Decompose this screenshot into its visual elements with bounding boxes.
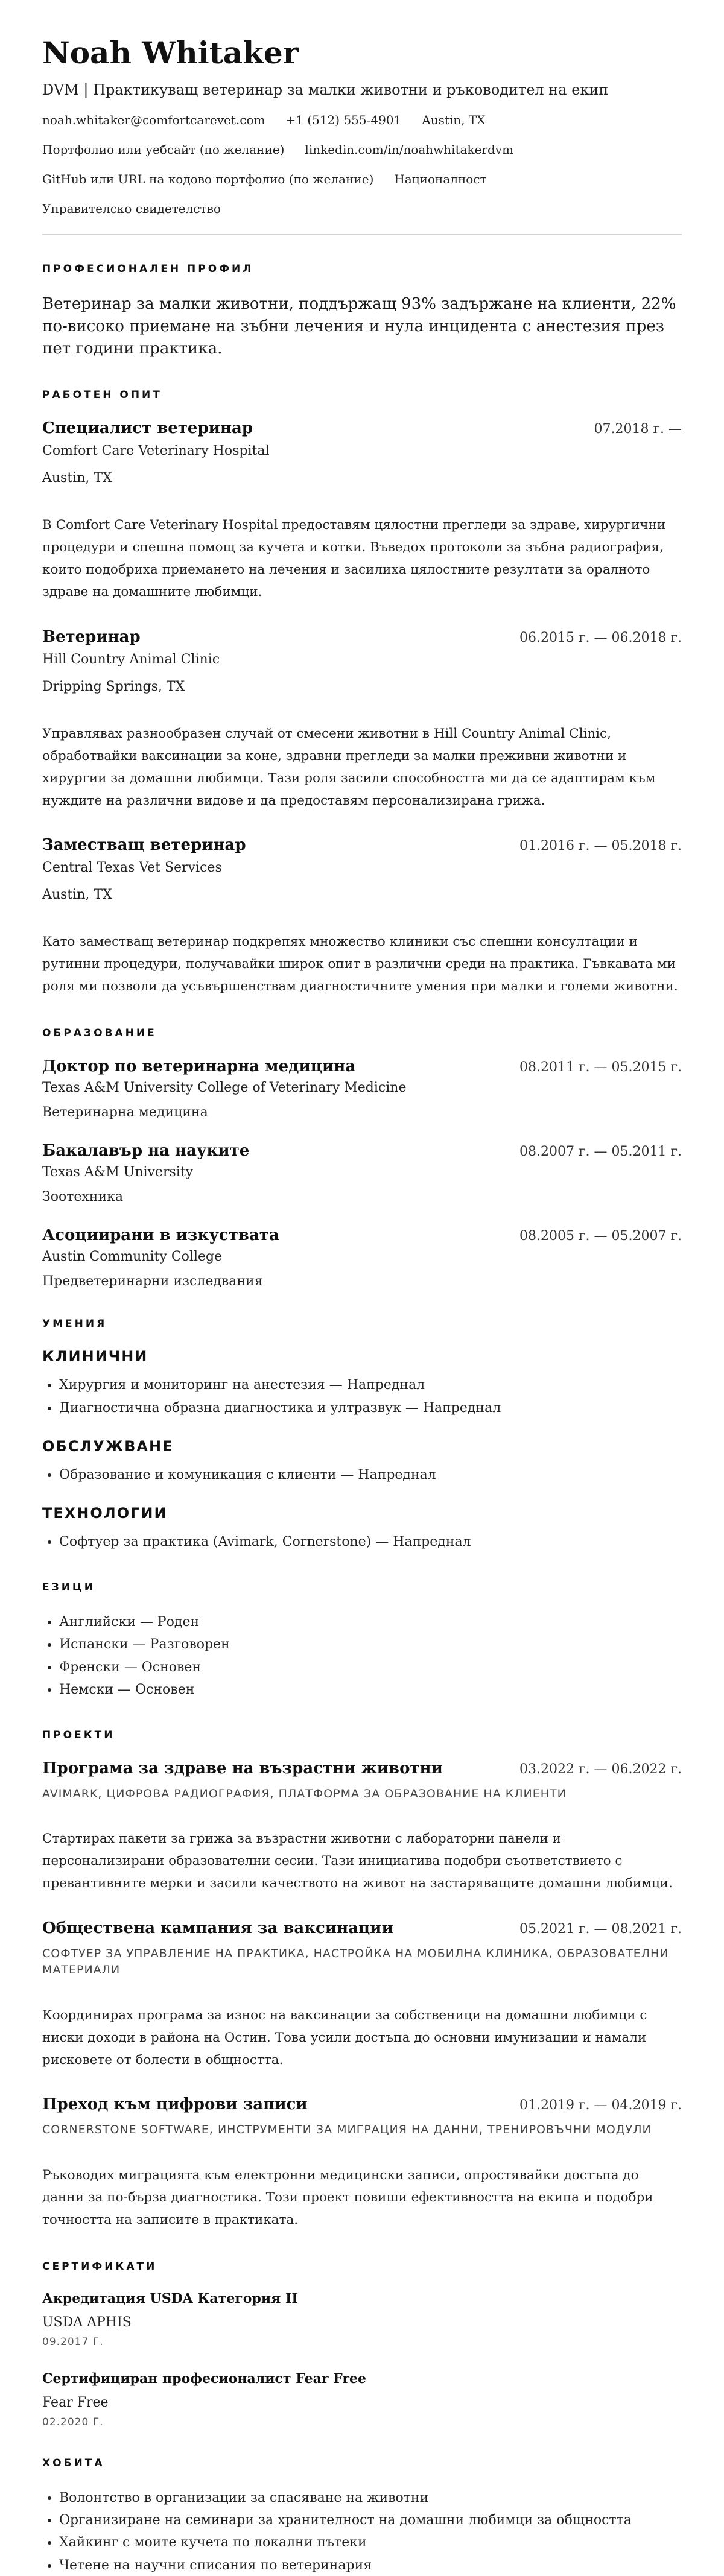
job-description: Като заместващ ветеринар подкрепях множество клиники със спешни консултации и рутинни процедури, получавайки широк опит в различни среди на практика. Гъвкавата ми роля ми позволи да усъвършенствам диагностичните умения при малки и големи животни. (42, 934, 678, 995)
certificate-name: Акредитация USDA Категория II (42, 2290, 298, 2306)
education-entry (42, 1057, 682, 1120)
candidate-name: Noah Whitaker (42, 35, 299, 71)
section-title: РАБОТЕН ОПИТ (42, 388, 162, 401)
skill-item: • Диагностична образна диагностика и ултразвук — Напреднал (59, 1397, 682, 1419)
profile-summary: Ветеринар за малки животни, поддържащ 93% задържане на клиенти, 22% по-високо приемане на зъбни лечения и нула инцидента с анестезия през пет години практика. (42, 295, 676, 358)
section-title: ОБРАЗОВАНИЕ (42, 1027, 157, 1040)
education-dates: 08.2007 г. — 05.2011 г. (519, 1144, 682, 1160)
education-dates: 08.2005 г. — 05.2007 г. (519, 1229, 682, 1244)
phone-link[interactable]: +1 (512) 555-4901 (285, 113, 402, 127)
skill-list (42, 1464, 682, 1486)
section-title: ЕЗИЦИ (42, 1581, 95, 1594)
entry-header (42, 419, 682, 437)
header-divider (42, 234, 682, 235)
projects-list (42, 1759, 682, 2232)
job-location: Austin, TX (42, 470, 112, 486)
languages-list (42, 1612, 682, 1700)
entry-header (42, 1919, 682, 1937)
job-dates: 07.2018 г. — (594, 421, 682, 437)
section-title: ХОБИТА (42, 2457, 105, 2469)
skills-section (42, 1318, 682, 1552)
entry-header (42, 836, 682, 854)
job-dates: 01.2016 г. — 05.2018 г. (519, 838, 682, 854)
skill-list (42, 1531, 682, 1552)
project-title: Преход към цифрови записи (42, 2095, 308, 2114)
contact-row-3 (42, 172, 682, 186)
certificate-name: Сертифициран професионалист Fear Free (42, 2370, 366, 2387)
language-item: • Испански — Разговорен (59, 1634, 682, 1655)
contact-row-2 (42, 142, 682, 157)
experience-section (42, 389, 682, 999)
company-name: Central Texas Vet Services (42, 860, 222, 876)
skill-item: • Хирургия и мониторинг на анестезия — Напреднал (59, 1375, 682, 1396)
entry-header (42, 1142, 682, 1160)
certificate-date: 09.2017 Г. (42, 2335, 104, 2348)
skill-item: • Софтуер за практика (Avimark, Cornerstone) — Напреднал (59, 1531, 682, 1552)
certificate-date: 02.2020 Г. (42, 2416, 104, 2428)
project-title: Обществена кампания за ваксинации (42, 1919, 393, 1938)
job-location: Austin, TX (42, 887, 112, 903)
degree-title: Доктор по ветеринарна медицина (42, 1057, 356, 1076)
project-dates: 01.2019 г. — 04.2019 г. (519, 2098, 682, 2113)
hobby-item: • Волонтство в организации за спасяване на животни (59, 2487, 682, 2508)
skill-list (42, 1375, 682, 1418)
profile-section (42, 263, 682, 360)
portfolio-label: Портфолио или уебсайт (по желание) (42, 142, 285, 157)
job-description: Управлявах разнообразен случай от смесени животни в Hill Country Animal Clinic, обработвайки ваксинации за коне, здравни прегледи за малки преживни животни и хирургии за домашни любимци. Тази роля засили способността ми да се адаптирам към нуждите на различни видове и да предоставям персонализирана грижа. (42, 726, 656, 808)
headline: DVM | Практикуващ ветеринар за малки животни и ръководител на екип (42, 81, 609, 98)
project-entry (42, 2095, 682, 2232)
project-dates: 05.2021 г. — 08.2021 г. (519, 1922, 682, 1937)
section-title: СЕРТИФИКАТИ (42, 2260, 157, 2273)
email-link[interactable]: noah.whitaker@comfortcarevet.com (42, 113, 265, 127)
experience-entry (42, 419, 682, 604)
project-entry (42, 1919, 682, 2071)
language-item: • Френски — Основен (59, 1657, 682, 1678)
experience-entry (42, 628, 682, 812)
field-of-study: Предветеринарни изследвания (42, 1274, 263, 1290)
section-title: ПРОФЕСИОНАЛЕН ПРОФИЛ (42, 263, 254, 275)
education-dates: 08.2011 г. — 05.2015 г. (519, 1060, 682, 1075)
certificate-issuer: Fear Free (42, 2394, 109, 2410)
certificates-section (42, 2261, 682, 2428)
degree-title: Бакалавър на науките (42, 1142, 250, 1160)
project-technologies: AVIMARK, ЦИФРОВА РАДИОГРАФИЯ, ПЛАТФОРМА ЗА ОБРАЗОВАНИЕ НА КЛИЕНТИ (42, 1786, 567, 1800)
experience-list (42, 419, 682, 999)
hobby-item: • Четене на научни списания по ветеринария (59, 2555, 682, 2576)
job-description: В Comfort Care Veterinary Hospital предоставям цялостни прегледи за здраве, хирургични процедури и спешна помощ за кучета и котки. Въведох протоколи за зъбна радиография, които подобриха приемането на лечения и засилиха цялостните резултати за оралното здраве на домашните любимци. (42, 517, 666, 600)
job-location: Dripping Springs, TX (42, 679, 185, 694)
linkedin-link[interactable]: linkedin.com/in/noahwhitakerdvm (305, 142, 514, 157)
project-description: Координирах програма за износ на ваксинации за собственици на домашни любимци с ниски доходи в района на Остин. Това усили достъпа до основни имунизации и намали рисковете от болести в общността. (42, 2007, 647, 2068)
entry-header (42, 628, 682, 646)
degree-title: Асоциирани в изкуствата (42, 1226, 279, 1245)
field-of-study: Ветеринарна медицина (42, 1105, 208, 1121)
entry-header (42, 1759, 682, 1777)
language-item: • Немски — Основен (59, 1679, 682, 1700)
skill-category-title: ОБСЛУЖВАНЕ (42, 1437, 174, 1455)
experience-entry (42, 836, 682, 998)
certificate-issuer: USDA APHIS (42, 2314, 132, 2330)
project-description: Ръководих миграцията към електронни медицински записи, опростявайки достъпа до данни за по-бърза диагностика. Този проект повиши ефективността на екипа и подобри точността на записите в практиката. (42, 2168, 653, 2227)
education-list (42, 1057, 682, 1289)
education-entry (42, 1142, 682, 1204)
company-name: Hill Country Animal Clinic (42, 651, 220, 667)
section-title: УМЕНИЯ (42, 1318, 107, 1331)
company-name: Comfort Care Veterinary Hospital (42, 443, 270, 458)
entry-header (42, 1057, 682, 1075)
school-name: Texas A&M University College of Veterinary Medicine (42, 1080, 407, 1096)
school-name: Texas A&M University (42, 1165, 194, 1180)
languages-section (42, 1581, 682, 1700)
skill-category-title: КЛИНИЧНИ (42, 1348, 148, 1366)
entry-header (42, 2095, 682, 2113)
language-item: • Английски — Роден (59, 1612, 682, 1633)
clearance-label: Управителско свидетелство (42, 201, 221, 216)
project-technologies: СОФТУЕР ЗА УПРАВЛЕНИЕ НА ПРАКТИКА, НАСТРОЙКА НА МОБИЛНА КЛИНИКА, ОБРАЗОВАТЕЛНИ МАТЕРИАЛИ (42, 1947, 669, 1976)
certificate-entry (42, 2371, 682, 2428)
hobbies-list (42, 2487, 682, 2576)
certificate-entry (42, 2291, 682, 2348)
project-description: Стартирах пакети за грижа за възрастни животни с лабораторни панели и персонализирани образователни сесии. Тази инициатива подобри съответствието с превантивните мерки и засили качеството на живот на застаряващите домашни любимци. (42, 1831, 673, 1891)
project-entry (42, 1759, 682, 1896)
job-title: Специалист ветеринар (42, 419, 253, 437)
contact-row-1 (42, 113, 682, 127)
education-section (42, 1027, 682, 1289)
nationality-label: Националност (394, 172, 487, 186)
project-title: Програма за здраве на възрастни животни (42, 1759, 443, 1777)
skill-category-title: ТЕХНОЛОГИИ (42, 1504, 168, 1522)
hobby-item: • Хайкинг с моите кучета по локални пътеки (59, 2532, 682, 2553)
section-title: ПРОЕКТИ (42, 1729, 115, 1741)
contact-row-4 (42, 201, 682, 216)
project-dates: 03.2022 г. — 06.2022 г. (519, 1761, 682, 1777)
entry-header (42, 1226, 682, 1244)
job-title: Ветеринар (42, 627, 141, 646)
skill-item: • Образование и комуникация с клиенти — Напреднал (59, 1464, 682, 1486)
github-label: GitHub или URL на кодово портфолио (по желание) (42, 172, 374, 186)
job-dates: 06.2015 г. — 06.2018 г. (519, 630, 682, 645)
hobby-item: • Организиране на семинари за хранителност на домашни любимци за общността (59, 2510, 682, 2531)
location-text: Austin, TX (422, 113, 486, 127)
project-technologies: CORNERSTONE SOFTWARE, ИНСТРУМЕНТИ ЗА МИГРАЦИЯ НА ДАННИ, ТРЕНИРОВЪЧНИ МОДУЛИ (42, 2123, 652, 2137)
field-of-study: Зоотехника (42, 1189, 123, 1205)
certificates-list (42, 2291, 682, 2428)
education-entry (42, 1226, 682, 1289)
skills-list (42, 1348, 682, 1552)
projects-section (42, 1729, 682, 2232)
job-title: Заместващ ветеринар (42, 836, 246, 855)
hobbies-section (42, 2457, 682, 2576)
school-name: Austin Community College (42, 1249, 223, 1265)
